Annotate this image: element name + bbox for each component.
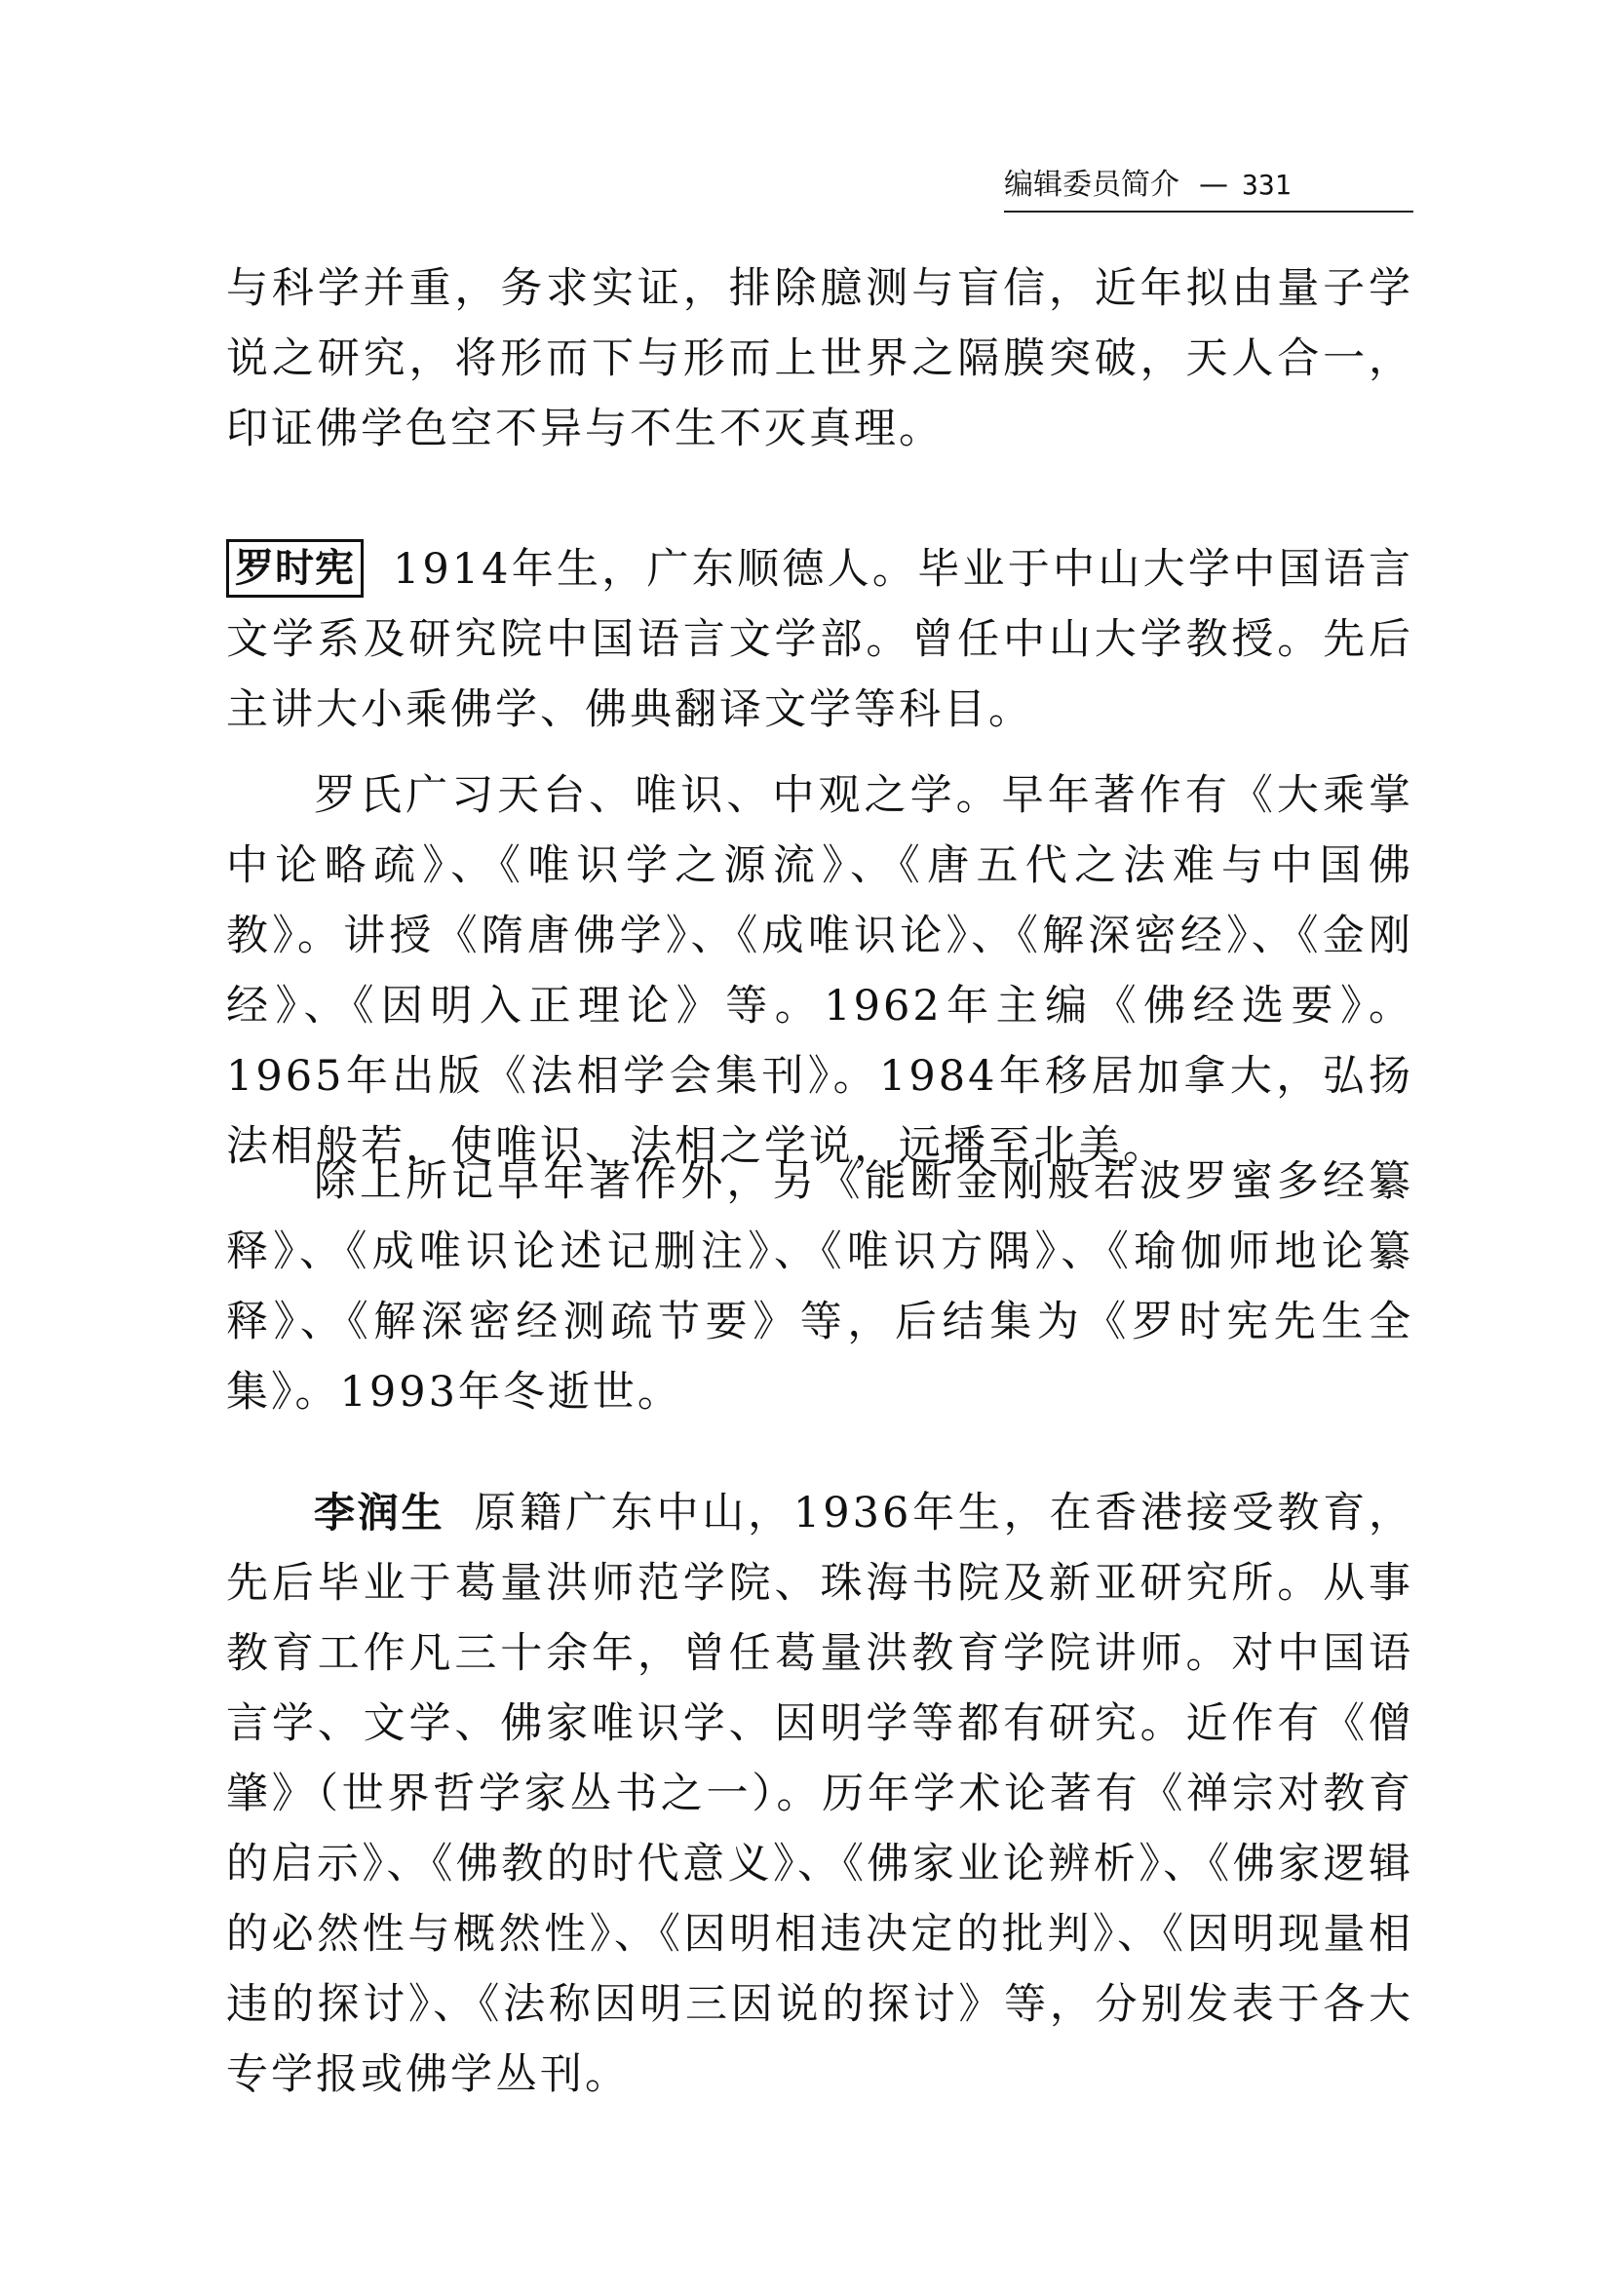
luo-shixian-works-paragraph: 除上所记早年著作外，另《能断金刚般若波罗蜜多经纂释》、《成唯识论述记删注》、《唯识方隅》、《瑜伽师地论纂释》、《解深密经测疏节要》等，后结集为《罗时宪先生全集》。1993年冬逝世。 — [226, 1157, 1413, 1417]
section-title: 编辑委员简介 — [1004, 168, 1179, 202]
luo-shixian-intro: 1914年生，广东顺德人。毕业于中山大学中国语言文学系及研究院中国语言文学部。曾任中山大学教授。先后主讲大小乘佛学、佛典翻译文学等科目。 — [226, 545, 1413, 734]
entry-name-li-runsheng: 李润生 — [314, 1489, 445, 1537]
paragraph-continued: 与科学并重，务求实证，排除臆测与盲信，近年拟由量子学说之研究，将形而下与形而上世界之隔膜突破，天人合一，印证佛学色空不异与不生不灭真理。 — [226, 264, 1413, 453]
page-number: 331 — [1242, 169, 1292, 201]
entry-name-luo-shixian: 罗时宪 — [226, 539, 364, 598]
li-runsheng-bio: 原籍广东中山，1936年生，在香港接受教育，先后毕业于葛量洪师范学院、珠海书院及新亚研究所。从事教育工作凡三十余年，曾任葛量洪教育学院讲师。对中国语言学、文学、佛家唯识学、因明学等都有研究。近作有《僧肇》（世界哲学家丛书之一）。历年学术论著有《禅宗对教育的启示》、《佛教的时代意义》、《佛家业论辨析》、《佛家逻辑的必然性与概然性》、《因明相违决定的批判》、《因明现量相违的探讨》、《法称因明三因说的探讨》等，分别发表于各大专学报或佛学丛刊。 — [226, 1489, 1413, 2099]
running-header — [1004, 166, 1413, 213]
luo-shixian-studies-paragraph: 罗氏广习天台、唯识、中观之学。早年著作有《大乘掌中论略疏》、《唯识学之源流》、《唐五代之法难与中国佛教》。讲授《隋唐佛学》、《成唯识论》、《解深密经》、《金刚经》、《因明入正理论》等。1962年主编《佛经选要》。1965年出版《法相学会集刊》。1984年移居加拿大，弘扬法相般若，使唯识、法相之学说，远播至北美。 — [226, 771, 1413, 1171]
header-separator: — — [1199, 168, 1228, 202]
luo-shixian-entry — [226, 534, 1413, 745]
li-runsheng-entry — [226, 1478, 1413, 2110]
